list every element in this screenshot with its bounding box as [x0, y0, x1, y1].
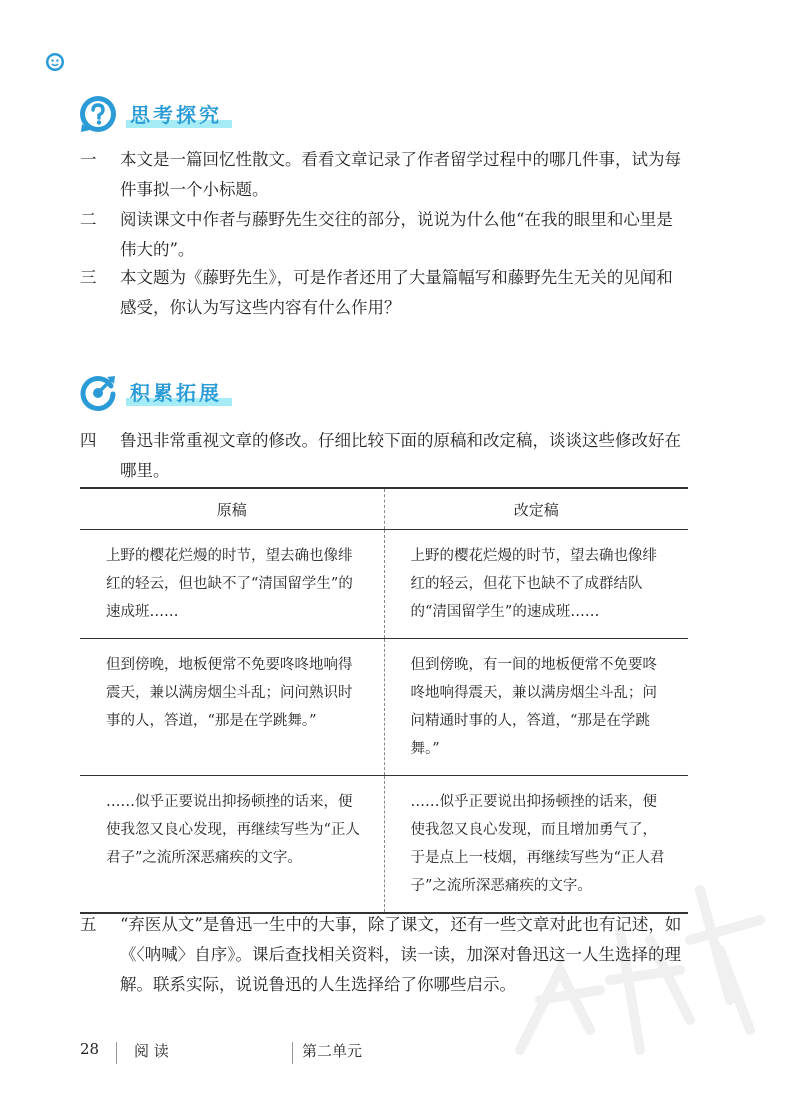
header-revised: 改定稿 [384, 488, 688, 530]
question-text: 阅读课文中作者与藤野先生交往的部分，说说为什么他“在我的眼里和心里是伟大的”。 [120, 210, 673, 259]
section-title: 思考探究 [126, 99, 226, 130]
question-number: 二 [80, 210, 97, 229]
question-number: 五 [80, 915, 97, 934]
revised-cell: ……似乎正要说出抑扬顿挫的话来，便使我忽又良心发现，而且增加勇气了，于是点上一枝烟，再继续写些为“正人君子”之流所深恶痛疾的文字。 [384, 776, 688, 914]
section-title: 积累拓展 [126, 377, 226, 408]
section-heading-extend [78, 370, 226, 414]
table-row [80, 639, 688, 776]
question-4 [80, 426, 688, 486]
section-heading-think [78, 92, 226, 136]
question-text: 本文题为《藤野先生》，可是作者还用了大量篇幅写和藤野先生无关的见闻和感受，你认为写这些内容有什么作用？ [120, 268, 673, 317]
question-number: 一 [80, 150, 97, 169]
smiley-icon [45, 52, 65, 72]
footer-divider [116, 1042, 117, 1064]
table-header-row [80, 488, 688, 530]
revised-cell: 但到傍晚，有一间的地板便常不免要咚咚地响得震天，兼以满房烟尘斗乱；问问精通时事的人，答道，“那是在学跳舞。” [384, 639, 688, 776]
table-row [80, 530, 688, 639]
unit-label: 第二单元 [302, 1042, 363, 1060]
original-cell: ……似乎正要说出抑扬顿挫的话来，便使我忽又良心发现，再继续写些为“正人君子”之流所深恶痛疾的文字。 [80, 776, 384, 914]
page-footer [80, 1040, 720, 1066]
question-text: 鲁迅非常重视文章的修改。仔细比较下面的原稿和改定稿，谈谈这些修改好在哪里。 [120, 431, 681, 480]
question-2 [80, 205, 688, 265]
revised-cell: 上野的樱花烂熳的时节，望去确也像绯红的轻云，但花下也缺不了成群结队的“清国留学生”的速成班…… [384, 530, 688, 639]
question-icon [78, 94, 118, 134]
footer-divider [292, 1042, 293, 1064]
question-text: “弃医从文”是鲁迅一生中的大事，除了课文，还有一些文章对此也有记述，如《〈呐喊〉自序》。课后查找相关资料，读一读，加深对鲁迅这一人生选择的理解。联系实际，说说鲁迅的人生选择给了你哪些启示。 [120, 915, 682, 994]
header-original: 原稿 [80, 488, 384, 530]
question-1 [80, 145, 688, 205]
question-number: 三 [80, 268, 97, 287]
original-cell: 上野的樱花烂熳的时节，望去确也像绯红的轻云，但也缺不了“清国留学生”的速成班…… [80, 530, 384, 639]
book-section: 阅 读 [134, 1042, 169, 1060]
refresh-target-icon [78, 372, 118, 412]
page-number: 28 [80, 1040, 100, 1058]
original-cell: 但到傍晚，地板便常不免要咚咚地响得震天，兼以满房烟尘斗乱；问问熟识时事的人，答道，“那是在学跳舞。” [80, 639, 384, 776]
question-3 [80, 263, 688, 323]
question-number: 四 [80, 431, 97, 450]
question-text: 本文是一篇回忆性散文。看看文章记录了作者留学过程中的哪几件事，试为每件事拟一个小标题。 [120, 150, 681, 199]
